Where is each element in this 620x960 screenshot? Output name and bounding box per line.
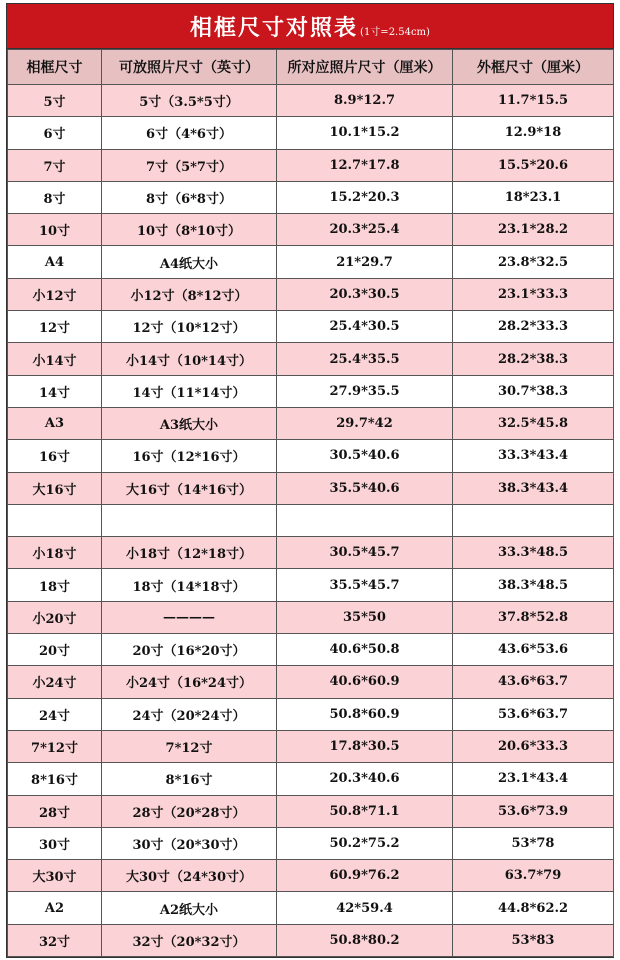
cell-photo-size-cm: 10.1*15.2 bbox=[277, 117, 453, 149]
table-row bbox=[8, 698, 614, 730]
cell-photo-size-cm: 42*59.4 bbox=[277, 892, 453, 924]
table-row bbox=[8, 181, 614, 213]
table-row bbox=[8, 860, 614, 892]
cell-frame-size: 32寸 bbox=[8, 924, 102, 956]
cell-photo-size-inch: 小18寸（12*18寸） bbox=[102, 537, 277, 569]
cell-photo-size-cm: 8.9*12.7 bbox=[277, 85, 453, 117]
size-table bbox=[7, 49, 614, 957]
table-row bbox=[8, 149, 614, 181]
table-row bbox=[8, 795, 614, 827]
cell-photo-size-cm: 25.4*30.5 bbox=[277, 311, 453, 343]
cell-outer-size-cm: 23.1*43.4 bbox=[453, 763, 614, 795]
cell-outer-size-cm: 11.7*15.5 bbox=[453, 85, 614, 117]
table-row bbox=[8, 537, 614, 569]
cell-frame-size: 6寸 bbox=[8, 117, 102, 149]
table-row bbox=[8, 924, 614, 956]
cell-photo-size-cm: 50.8*60.9 bbox=[277, 698, 453, 730]
cell-photo-size-cm: 35.5*40.6 bbox=[277, 472, 453, 504]
cell-photo-size-inch: 30寸（20*30寸） bbox=[102, 827, 277, 859]
cell-photo-size-cm: 29.7*42 bbox=[277, 407, 453, 439]
cell-photo-size-inch: 小24寸（16*24寸） bbox=[102, 666, 277, 698]
cell-frame-size: 7*12寸 bbox=[8, 730, 102, 762]
cell-photo-size-inch: 大16寸（14*16寸） bbox=[102, 472, 277, 504]
cell-photo-size-inch: 10寸（8*10寸） bbox=[102, 214, 277, 246]
cell-photo-size-cm: 12.7*17.8 bbox=[277, 149, 453, 181]
unit-note: (1寸=2.54cm) bbox=[360, 26, 430, 38]
header-frame-size: 相框尺寸 bbox=[8, 50, 102, 85]
cell-photo-size-inch: 16寸（12*16寸） bbox=[102, 440, 277, 472]
cell-photo-size-inch: 20寸（16*20寸） bbox=[102, 634, 277, 666]
cell-frame-size: 10寸 bbox=[8, 214, 102, 246]
cell-frame-size: 16寸 bbox=[8, 440, 102, 472]
cell-outer-size-cm: 20.6*33.3 bbox=[453, 730, 614, 762]
header-outer-size-cm: 外框尺寸（厘米） bbox=[453, 50, 614, 85]
cell-outer-size-cm: 43.6*53.6 bbox=[453, 634, 614, 666]
table-row bbox=[8, 375, 614, 407]
cell-outer-size-cm bbox=[453, 504, 614, 536]
cell-outer-size-cm: 15.5*20.6 bbox=[453, 149, 614, 181]
cell-photo-size-inch: 7寸（5*7寸） bbox=[102, 149, 277, 181]
cell-outer-size-cm: 33.3*43.4 bbox=[453, 440, 614, 472]
cell-photo-size-inch: 5寸（3.5*5寸） bbox=[102, 85, 277, 117]
header-row bbox=[8, 50, 614, 85]
cell-frame-size bbox=[8, 504, 102, 536]
cell-photo-size-inch: 6寸（4*6寸） bbox=[102, 117, 277, 149]
cell-photo-size-cm: 30.5*40.6 bbox=[277, 440, 453, 472]
cell-photo-size-inch: 24寸（20*24寸） bbox=[102, 698, 277, 730]
table-row bbox=[8, 666, 614, 698]
cell-outer-size-cm: 43.6*63.7 bbox=[453, 666, 614, 698]
cell-photo-size-inch: 8寸（6*8寸） bbox=[102, 181, 277, 213]
table-row bbox=[8, 278, 614, 310]
header-photo-size-cm: 所对应照片尺寸（厘米） bbox=[277, 50, 453, 85]
cell-frame-size: 7寸 bbox=[8, 149, 102, 181]
cell-outer-size-cm: 63.7*79 bbox=[453, 860, 614, 892]
title-banner bbox=[7, 4, 613, 49]
cell-photo-size-inch: 7*12寸 bbox=[102, 730, 277, 762]
page-title: 相框尺寸对照表 bbox=[190, 14, 359, 41]
table-row bbox=[8, 634, 614, 666]
cell-outer-size-cm: 32.5*45.8 bbox=[453, 407, 614, 439]
cell-photo-size-inch: 18寸（14*18寸） bbox=[102, 569, 277, 601]
table-row bbox=[8, 892, 614, 924]
cell-frame-size: A4 bbox=[8, 246, 102, 278]
cell-photo-size-cm: 20.3*30.5 bbox=[277, 278, 453, 310]
table-row bbox=[8, 601, 614, 633]
cell-photo-size-inch: ———— bbox=[102, 601, 277, 633]
cell-photo-size-cm: 50.8*71.1 bbox=[277, 795, 453, 827]
cell-photo-size-cm: 30.5*45.7 bbox=[277, 537, 453, 569]
cell-photo-size-cm: 50.2*75.2 bbox=[277, 827, 453, 859]
cell-frame-size: 14寸 bbox=[8, 375, 102, 407]
cell-photo-size-cm: 20.3*25.4 bbox=[277, 214, 453, 246]
table-row bbox=[8, 117, 614, 149]
cell-frame-size: 大16寸 bbox=[8, 472, 102, 504]
cell-photo-size-cm bbox=[277, 504, 453, 536]
cell-outer-size-cm: 37.8*52.8 bbox=[453, 601, 614, 633]
cell-photo-size-inch: A2纸大小 bbox=[102, 892, 277, 924]
cell-photo-size-cm: 35*50 bbox=[277, 601, 453, 633]
cell-frame-size: 小24寸 bbox=[8, 666, 102, 698]
cell-photo-size-inch: 小12寸（8*12寸） bbox=[102, 278, 277, 310]
cell-outer-size-cm: 53.6*63.7 bbox=[453, 698, 614, 730]
cell-photo-size-cm: 17.8*30.5 bbox=[277, 730, 453, 762]
cell-frame-size: 12寸 bbox=[8, 311, 102, 343]
cell-outer-size-cm: 44.8*62.2 bbox=[453, 892, 614, 924]
cell-photo-size-inch: A3纸大小 bbox=[102, 407, 277, 439]
cell-outer-size-cm: 33.3*48.5 bbox=[453, 537, 614, 569]
cell-photo-size-cm: 40.6*50.8 bbox=[277, 634, 453, 666]
table-row bbox=[8, 246, 614, 278]
cell-photo-size-inch: 14寸（11*14寸） bbox=[102, 375, 277, 407]
cell-outer-size-cm: 18*23.1 bbox=[453, 181, 614, 213]
table-row bbox=[8, 730, 614, 762]
cell-outer-size-cm: 53.6*73.9 bbox=[453, 795, 614, 827]
cell-outer-size-cm: 30.7*38.3 bbox=[453, 375, 614, 407]
cell-photo-size-inch: A4纸大小 bbox=[102, 246, 277, 278]
cell-outer-size-cm: 23.1*28.2 bbox=[453, 214, 614, 246]
cell-outer-size-cm: 53*78 bbox=[453, 827, 614, 859]
cell-photo-size-inch: 28寸（20*28寸） bbox=[102, 795, 277, 827]
cell-frame-size: 小12寸 bbox=[8, 278, 102, 310]
table-row bbox=[8, 763, 614, 795]
cell-frame-size: 30寸 bbox=[8, 827, 102, 859]
cell-photo-size-cm: 27.9*35.5 bbox=[277, 375, 453, 407]
cell-outer-size-cm: 28.2*33.3 bbox=[453, 311, 614, 343]
cell-frame-size: 8*16寸 bbox=[8, 763, 102, 795]
table-row bbox=[8, 407, 614, 439]
cell-outer-size-cm: 23.1*33.3 bbox=[453, 278, 614, 310]
cell-frame-size: 大30寸 bbox=[8, 860, 102, 892]
table-row bbox=[8, 440, 614, 472]
cell-photo-size-inch bbox=[102, 504, 277, 536]
cell-outer-size-cm: 53*83 bbox=[453, 924, 614, 956]
cell-frame-size: A3 bbox=[8, 407, 102, 439]
cell-outer-size-cm: 12.9*18 bbox=[453, 117, 614, 149]
cell-frame-size: 20寸 bbox=[8, 634, 102, 666]
cell-frame-size: 24寸 bbox=[8, 698, 102, 730]
cell-frame-size: 小18寸 bbox=[8, 537, 102, 569]
cell-photo-size-cm: 15.2*20.3 bbox=[277, 181, 453, 213]
cell-photo-size-cm: 20.3*40.6 bbox=[277, 763, 453, 795]
table-row bbox=[8, 214, 614, 246]
cell-frame-size: 小14寸 bbox=[8, 343, 102, 375]
cell-outer-size-cm: 38.3*43.4 bbox=[453, 472, 614, 504]
cell-frame-size: A2 bbox=[8, 892, 102, 924]
table-row bbox=[8, 827, 614, 859]
cell-outer-size-cm: 38.3*48.5 bbox=[453, 569, 614, 601]
cell-outer-size-cm: 28.2*38.3 bbox=[453, 343, 614, 375]
cell-photo-size-inch: 8*16寸 bbox=[102, 763, 277, 795]
table-body bbox=[8, 85, 614, 957]
cell-photo-size-inch: 32寸（20*32寸） bbox=[102, 924, 277, 956]
table-row bbox=[8, 504, 614, 536]
cell-frame-size: 5寸 bbox=[8, 85, 102, 117]
table-row bbox=[8, 472, 614, 504]
cell-photo-size-inch: 小14寸（10*14寸） bbox=[102, 343, 277, 375]
cell-photo-size-cm: 60.9*76.2 bbox=[277, 860, 453, 892]
size-chart-sheet bbox=[6, 3, 614, 958]
cell-photo-size-inch: 12寸（10*12寸） bbox=[102, 311, 277, 343]
cell-photo-size-cm: 21*29.7 bbox=[277, 246, 453, 278]
table-row bbox=[8, 343, 614, 375]
table-row bbox=[8, 569, 614, 601]
header-photo-size-inch: 可放照片尺寸（英寸） bbox=[102, 50, 277, 85]
cell-frame-size: 8寸 bbox=[8, 181, 102, 213]
cell-outer-size-cm: 23.8*32.5 bbox=[453, 246, 614, 278]
cell-photo-size-inch: 大30寸（24*30寸） bbox=[102, 860, 277, 892]
cell-photo-size-cm: 25.4*35.5 bbox=[277, 343, 453, 375]
table-row bbox=[8, 311, 614, 343]
cell-frame-size: 28寸 bbox=[8, 795, 102, 827]
cell-frame-size: 18寸 bbox=[8, 569, 102, 601]
cell-photo-size-cm: 50.8*80.2 bbox=[277, 924, 453, 956]
cell-frame-size: 小20寸 bbox=[8, 601, 102, 633]
table-row bbox=[8, 85, 614, 117]
cell-photo-size-cm: 40.6*60.9 bbox=[277, 666, 453, 698]
cell-photo-size-cm: 35.5*45.7 bbox=[277, 569, 453, 601]
